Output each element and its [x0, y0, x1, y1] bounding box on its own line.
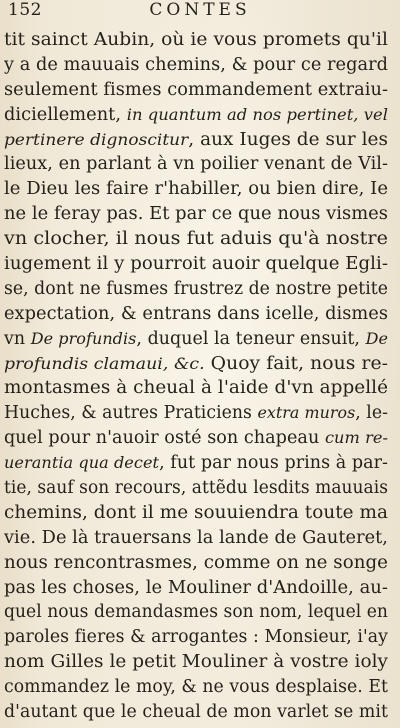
running-head: CONTES: [149, 0, 251, 20]
text-line: [4, 700, 388, 725]
text-line: [4, 576, 388, 601]
text-run: commandez le moy, & ne vous desplaise. Et: [4, 677, 388, 698]
text-run: seulement fismes commandement extraiu-: [4, 79, 388, 100]
text-run: pas les choses, le Mouliner d'Andoille, au-: [4, 577, 388, 598]
text-line: [4, 327, 388, 352]
text-line: [4, 600, 388, 625]
text-line: [4, 78, 388, 103]
text-line: [4, 551, 388, 576]
body-text: [4, 28, 388, 725]
text-line: [4, 177, 388, 202]
text-line: [4, 28, 388, 53]
text-run: d'autant que le cheual de mon varlet se mit: [4, 702, 388, 723]
text-line: [4, 103, 388, 128]
text-run: nous rencontrasmes, comme on ne songe: [4, 552, 388, 573]
text-run: Huches, & autres Praticiens: [4, 403, 258, 424]
text-run: lieux, en parlant à vn poilier venant de Vil-: [4, 154, 388, 175]
text-run: Quoy fait, nous re-: [204, 353, 388, 374]
text-line: [4, 202, 388, 227]
text-run: , fut par nous prins à par-: [159, 453, 388, 474]
text-line: [4, 526, 388, 551]
text-run: montasmes à cheual à l'aide d'vn appellé: [4, 378, 388, 399]
text-run: quel pour n'auoir osté son chapeau: [4, 428, 325, 449]
text-line: [4, 401, 388, 426]
italic-text: extra muros: [257, 403, 356, 423]
italic-text: De: [365, 328, 388, 348]
text-run: iugement il y pourroit auoir quelque Egli-: [4, 254, 388, 275]
italic-text: pertinere dignoscitur: [4, 129, 189, 149]
text-run: quel nous demandasmes son nom, lequel en: [4, 602, 388, 623]
text-line: [4, 376, 388, 401]
text-line: [4, 451, 388, 476]
text-line: [4, 53, 388, 78]
italic-text: in quantum ad nos pertinet, vel: [126, 104, 388, 124]
text-line: [4, 252, 388, 277]
italic-text: cum re-: [324, 428, 388, 448]
text-run: vie. De là trauersans la lande de Gauteret,: [4, 527, 388, 548]
text-run: , le-: [355, 403, 388, 424]
page-number: 152: [8, 0, 42, 20]
italic-text: uerantia qua decet: [4, 453, 160, 473]
text-run: diciellement,: [4, 104, 127, 125]
text-run: chemins, dont il me souuiendra toute ma: [4, 502, 388, 523]
text-line: [4, 625, 388, 650]
text-line: [4, 501, 388, 526]
text-run: y a de mauuais chemins, & pour ce regard: [4, 54, 388, 75]
text-line: [4, 476, 388, 501]
text-run: se, dont ne fusmes frustrez de nostre petite: [4, 278, 388, 299]
text-run: nom Gilles le petit Mouliner à vostre ioly: [4, 652, 388, 673]
text-run: tie, sauf son recours, attẽdu lesdits mauuais: [4, 478, 388, 499]
text-line: [4, 302, 388, 327]
text-line: [4, 227, 388, 252]
text-line: [4, 426, 388, 451]
text-run: ne le feray pas. Et par ce que nous vismes: [4, 204, 388, 225]
italic-text: profundis clamaui, &c.: [4, 353, 205, 373]
text-run: expectation, & entrans dans icelle, dismes: [4, 303, 388, 324]
text-line: [4, 352, 388, 377]
text-run: tit sainct Aubin, où ie vous promets qu'il: [4, 30, 388, 50]
italic-text: De profundis: [30, 328, 137, 348]
text-line: [4, 128, 388, 153]
text-line: [4, 650, 388, 675]
text-line: [4, 152, 388, 177]
text-run: le Dieu les faire r'habiller, ou bien dire, Ie: [4, 179, 388, 200]
text-run: vn: [4, 328, 31, 349]
text-run: , duquel la teneur ensuit,: [136, 328, 366, 349]
text-line: [4, 277, 388, 302]
page-header: [0, 0, 400, 30]
text-run: vn clocher, il nous fut aduis qu'à nostre: [4, 229, 388, 250]
text-line: [4, 675, 388, 700]
text-run: paroles fieres & arrogantes : Monsieur, i'ay: [4, 627, 388, 648]
text-run: , aux Iuges de sur les: [188, 129, 388, 150]
